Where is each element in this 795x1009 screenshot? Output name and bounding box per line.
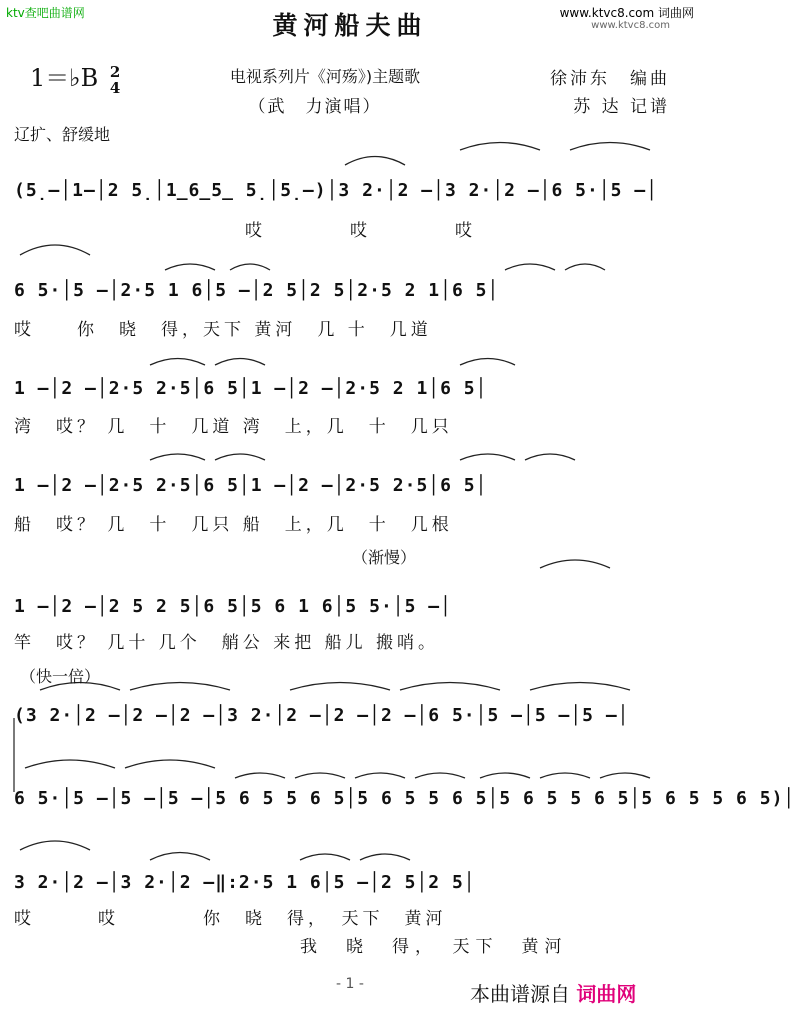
subtitle: 电视系列片《河殇》)主题歌 (229, 67, 421, 86)
lyric-line-3: 湾 哎？ 几 十 几道 湾 上，几 十 几只 (14, 417, 453, 437)
tempo-change-fast: （快一倍） (20, 667, 101, 686)
source-credit (470, 978, 636, 1007)
watermark-right: www.ktvc8.com 词曲网 (559, 6, 694, 20)
time-top: 2 (109, 62, 121, 81)
lyric-line-1: 哎 哎 哎 (14, 221, 476, 241)
notation-line-8: 3 2·│2 –│3 2·│2 –‖:2·5 1 6│5 –│2 5│2 5│ (14, 872, 476, 893)
song-title: 黄河船夫曲 (272, 11, 428, 40)
lyric-line-5: 竿 哎？ 几十 几个 艄公 来把 船儿 搬哨。 (14, 633, 440, 653)
tempo-change-slow: （渐慢） (352, 548, 417, 567)
watermark-left: ktv查吧曲谱网 (6, 6, 85, 20)
notation-line-1: (5̣–│1–│2 5̣│1̲6̲5̲ 5̣│5̣–)│3 2·│2 –│3 2·│2 –│6 5·│5 –│ (14, 180, 659, 201)
lyric-line-8-verse-2: 我 晓 得， 天下 黄河 (300, 937, 568, 957)
key-label: 1＝♭B (30, 64, 99, 92)
tempo-marking: 辽扩、舒缓地 (14, 125, 111, 144)
notation-line-7: 6 5·│5 –│5 –│5 –│5 6 5 5 6 5│5 6 5 5 6 5│5 6 5 5 6 5│5 6 5 5 6 5)│ (14, 788, 795, 809)
time-bottom: 4 (109, 78, 121, 97)
notation-line-2: 6 5·│5 –│2·5 1 6│5 –│2 5│2 5│2·5 2 1│6 5│ (14, 280, 500, 301)
watermark-right-small: www.ktvc8.com (591, 20, 670, 31)
credit-arranger: 徐沛东 编曲 (550, 69, 670, 89)
singer: （武 力演唱） (248, 97, 382, 117)
source-prefix: 本曲谱源自 (470, 982, 570, 1006)
notation-line-4: 1 –│2 –│2·5 2·5│6 5│1 –│2 –│2·5 2·5│6 5│ (14, 475, 488, 496)
lyric-line-4: 船 哎？ 几 十 几只 船 上，几 十 几根 (14, 515, 453, 535)
notation-line-3: 1 –│2 –│2·5 2·5│6 5│1 –│2 –│2·5 2 1│6 5│ (14, 378, 488, 399)
notation-line-5: 1 –│2 –│2 5 2 5│6 5│5 6 1 6│5 5·│5 –│ (14, 596, 452, 617)
notation-line-6: (3 2·│2 –│2 –│2 –│3 2·│2 –│2 –│2 –│6 5·│5 –│5 –│5 –│ (14, 705, 630, 726)
source-site-link[interactable]: 词曲网 (576, 982, 637, 1006)
credit-transcriber: 苏 达 记谱 (573, 97, 670, 117)
lyric-line-2: 哎 你 晓 得，天下 黄河 几 十 几道 (14, 320, 432, 340)
lyric-line-8: 哎 哎 你 晓 得， 天下 黄河 (14, 909, 447, 929)
page-number: - 1 - (336, 976, 364, 992)
